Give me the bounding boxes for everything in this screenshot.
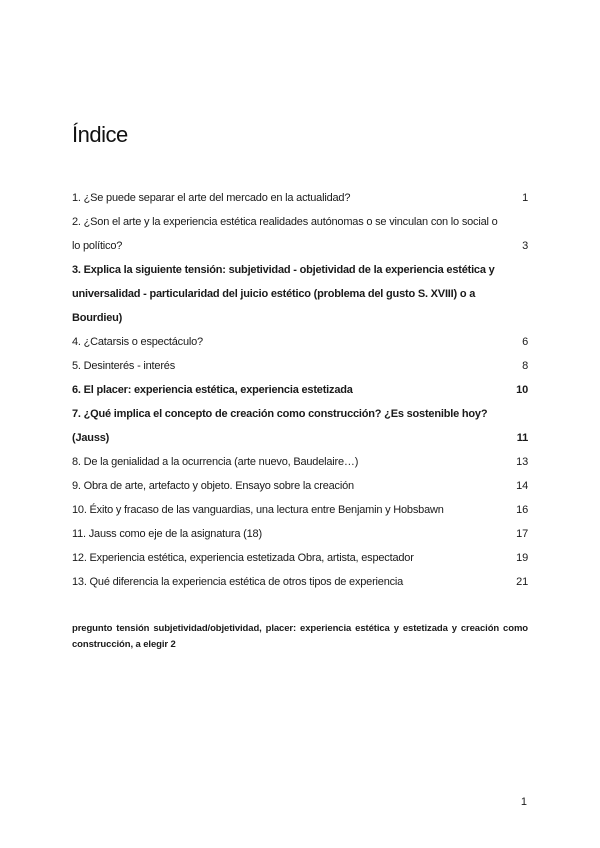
toc-entry-page: 21 bbox=[516, 576, 528, 588]
toc-entry-text: 9. Obra de arte, artefacto y objeto. Ensayo sobre la creación bbox=[72, 480, 354, 492]
toc-entry-page: 10 bbox=[516, 384, 528, 396]
toc-entry-text: 6. El placer: experiencia estética, experiencia estetizada bbox=[72, 384, 353, 396]
toc-entry-2[interactable] bbox=[72, 210, 528, 258]
toc-entry-10[interactable] bbox=[72, 498, 528, 522]
toc-entry-8[interactable] bbox=[72, 450, 528, 474]
toc-entry-page: 17 bbox=[516, 528, 528, 540]
exam-note: pregunto tensión subjetividad/objetividad, placer: experiencia estética y estetizada y creación como construcción, a elegir 2 bbox=[72, 623, 528, 650]
page-title: Índice bbox=[72, 122, 128, 147]
toc-entry-text: 13. Qué diferencia la experiencia estética de otros tipos de experiencia bbox=[72, 576, 404, 588]
toc-entry-page: 14 bbox=[516, 480, 528, 492]
toc-entry-text: 7. ¿Qué implica el concepto de creación como construcción? ¿Es sostenible hoy? (Jauss) bbox=[72, 408, 488, 444]
toc-entry-page: 11 bbox=[516, 432, 528, 444]
toc-entry-9[interactable] bbox=[72, 474, 528, 498]
toc-entry-text: 8. De la genialidad a la ocurrencia (arte nuevo, Baudelaire…) bbox=[72, 456, 359, 468]
toc-entry-1[interactable] bbox=[72, 186, 528, 210]
toc-entry-page: 19 bbox=[516, 552, 528, 564]
toc-entry-text: 12. Experiencia estética, experiencia estetizada Obra, artista, espectador bbox=[72, 552, 414, 564]
toc-entry-text: 1. ¿Se puede separar el arte del mercado en la actualidad? bbox=[72, 192, 351, 204]
table-of-contents bbox=[72, 186, 528, 594]
toc-entry-page: 8 bbox=[522, 360, 528, 372]
toc-entry-text: 10. Éxito y fracaso de las vanguardias, una lectura entre Benjamin y Hobsbawn bbox=[72, 504, 444, 516]
toc-entry-text: 5. Desinterés - interés bbox=[72, 360, 175, 372]
toc-entry-page: 3 bbox=[522, 240, 528, 252]
toc-entry-text: 3. Explica la siguiente tensión: subjetividad - objetividad de la experiencia estética y universalidad - particularidad del juicio estético (problema del gusto S. XVIII) o a Bourdieu) bbox=[72, 264, 495, 324]
toc-entry-12[interactable] bbox=[72, 546, 528, 570]
toc-entry-6[interactable] bbox=[72, 378, 528, 402]
toc-entry-text: 4. ¿Catarsis o espectáculo? bbox=[72, 336, 203, 348]
toc-entry-page: 13 bbox=[516, 456, 528, 468]
toc-entry-text: 11. Jauss como eje de la asignatura (18) bbox=[72, 528, 262, 540]
toc-entry-3[interactable] bbox=[72, 258, 528, 330]
toc-entry-13[interactable] bbox=[72, 570, 528, 594]
toc-entry-text: 2. ¿Son el arte y la experiencia estética realidades autónomas o se vinculan con lo social o lo político? bbox=[72, 216, 498, 252]
toc-entry-5[interactable] bbox=[72, 354, 528, 378]
toc-entry-page: 6 bbox=[522, 336, 528, 348]
toc-entry-page: 1 bbox=[522, 192, 528, 204]
toc-entry-page: 16 bbox=[516, 504, 528, 516]
toc-entry-11[interactable] bbox=[72, 522, 528, 546]
page-number: 1 bbox=[520, 796, 527, 808]
toc-entry-4[interactable] bbox=[72, 330, 528, 354]
toc-entry-7[interactable] bbox=[72, 402, 528, 450]
